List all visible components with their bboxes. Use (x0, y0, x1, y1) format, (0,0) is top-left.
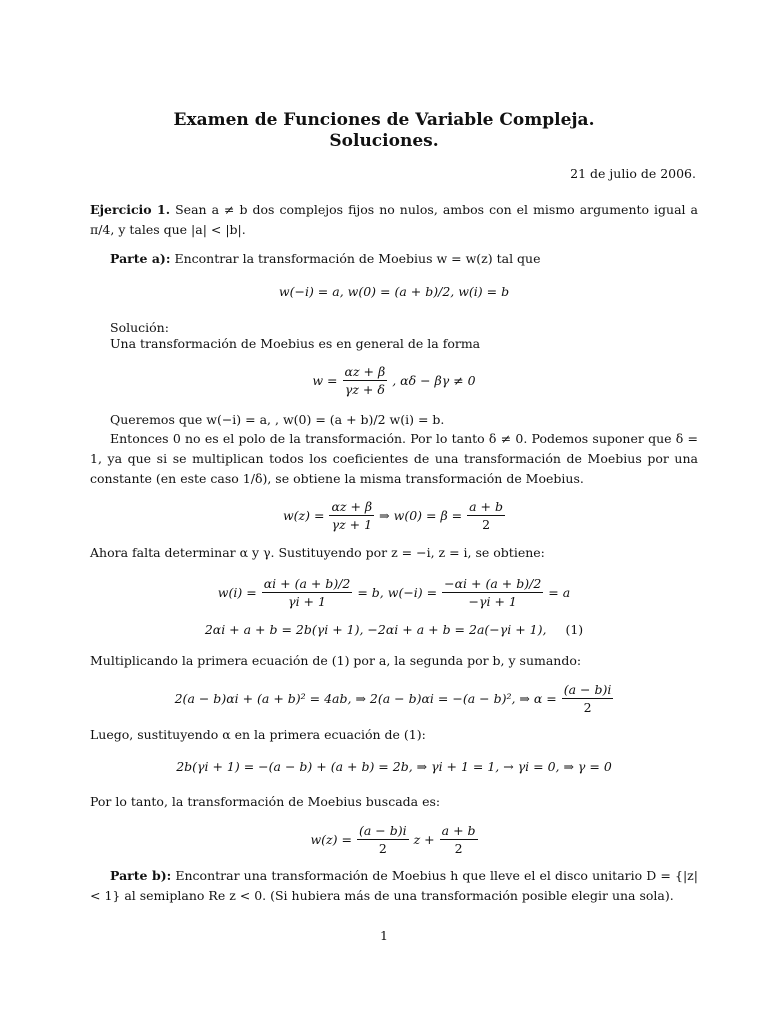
luego-text: Luego, sustituyendo α en la primera ecuación de (1): (90, 727, 426, 742)
eq-system-body: 2αi + a + b = 2b(γi + 1), −2αi + a + b = 2a(−γi + 1), (204, 622, 547, 637)
eq-result-denominator: 2 (378, 841, 387, 856)
equation-general-form (90, 364, 698, 397)
eq-subst-numerator-2: −αi + (a + b)/2 (444, 576, 542, 591)
date: 21 de julio de 2006. (570, 166, 696, 181)
part-b-label: Parte b): (110, 868, 172, 883)
part-b-statement (90, 866, 698, 906)
eq-general-condition: , αδ − βγ ≠ 0 (392, 373, 476, 388)
eq-result-middle: z + (413, 832, 435, 847)
page-number: 1 (380, 928, 388, 943)
eq-result-fraction-2 (440, 823, 478, 856)
part-b-text: Encontrar una transformación de Moebius h que lleve el el disco unitario D = {|z| < 1} al semiplano Re z < 0. (Si hubiera más de una transformación posible elegir una sola). (90, 868, 698, 903)
multiplicando-text: Multiplicando la primera ecuación de (1) por a, la segunda por b, y sumando: (90, 653, 582, 668)
eq-system-tag: (1) (565, 622, 584, 637)
eq-delta-lhs: w(z) = (282, 508, 325, 523)
exercise-1-statement (90, 200, 698, 240)
eq-subst-denominator: γi + 1 (288, 594, 326, 609)
eq-result-numerator-2: a + b (441, 823, 476, 838)
eq-delta-fraction (329, 499, 374, 532)
queremos-text: Queremos que w(−i) = a, , w(0) = (a + b)/2 w(i) = b. (110, 412, 445, 427)
eq-delta-numerator: αz + β (331, 499, 373, 514)
eq-result-lhs: w(z) = (310, 832, 352, 847)
part-a-text: Encontrar la transformación de Moebius w = w(z) tal que (174, 251, 541, 266)
por-lo-tanto-text: Por lo tanto, la transformación de Moebius buscada es: (90, 794, 441, 809)
eq-alpha-lhs: 2(a − b)αi + (a + b)² = 4ab, ⇒ 2(a − b)αi = −(a − b)², ⇒ α = (174, 691, 557, 706)
entonces-paragraph: Entonces 0 no es el polo de la transformación. Por lo tanto δ ≠ 0. Podemos suponer que δ = 1, ya que si se multiplican todos los coeficientes de una transformación de Moebius por una constante (en este caso 1/δ), se obtiene la misma transformación de Moebius. (90, 431, 698, 486)
ahora-text: Ahora falta determinar α y γ. Sustituyendo por z = −i, z = i, se obtiene: (90, 545, 545, 560)
equation-system (90, 622, 698, 637)
eq-subst-fraction (262, 576, 353, 609)
eq-alpha-numerator: (a − b)i (563, 682, 612, 697)
equation-conditions: w(−i) = a, w(0) = (a + b)/2, w(i) = b (278, 284, 510, 299)
equation-gamma: 2b(γi + 1) = −(a − b) + (a + b) = 2b, ⇒ γi + 1 = 1, → γi = 0, ⇒ γ = 0 (176, 759, 612, 774)
document-title (0, 110, 768, 152)
eq-alpha-denominator: 2 (583, 700, 592, 715)
eq-subst-rhs: = a (548, 585, 571, 600)
eq-subst-lhs: w(i) = (217, 585, 257, 600)
equation-substitution (90, 576, 698, 609)
eq-result-denominator-2: 2 (454, 841, 463, 856)
eq-subst-fraction-2 (442, 576, 543, 609)
part-a-statement (110, 249, 698, 269)
eq-delta-fraction-2 (467, 499, 505, 532)
equation-delta-one (90, 499, 698, 532)
eq-general-denominator: γz + δ (344, 382, 385, 397)
part-a-label: Parte a): (110, 251, 171, 266)
eq-general-numerator: αz + β (344, 364, 386, 379)
title-line-1: Examen de Funciones de Variable Compleja. (173, 110, 595, 130)
general-form-text: Una transformación de Moebius es en general de la forma (110, 336, 481, 351)
eq-general-fraction (343, 364, 388, 397)
exercise-1-text: Sean a ≠ b dos complejos fijos no nulos, ambos con el mismo argumento igual a π/4, y tales que |a| < |b|. (90, 202, 699, 237)
eq-subst-numerator: αi + (a + b)/2 (263, 576, 351, 591)
eq-delta-numerator-2: a + b (469, 499, 503, 514)
eq-general-lhs: w = (312, 373, 338, 388)
eq-delta-denominator: γz + 1 (331, 517, 373, 532)
eq-alpha-fraction (562, 682, 614, 715)
eq-delta-denominator-2: 2 (482, 517, 491, 532)
eq-subst-denominator-2: −γi + 1 (468, 594, 517, 609)
solution-label: Solución: (110, 320, 169, 335)
exercise-1-label: Ejercicio 1. (90, 202, 171, 217)
eq-result-fraction (357, 823, 409, 856)
equation-result (90, 823, 698, 856)
eq-subst-middle: = b, w(−i) = (357, 585, 438, 600)
eq-result-numerator: (a − b)i (358, 823, 407, 838)
title-line-2: Soluciones. (329, 131, 439, 151)
equation-alpha (90, 682, 698, 715)
eq-delta-middle: ⇒ w(0) = β = (379, 508, 463, 523)
